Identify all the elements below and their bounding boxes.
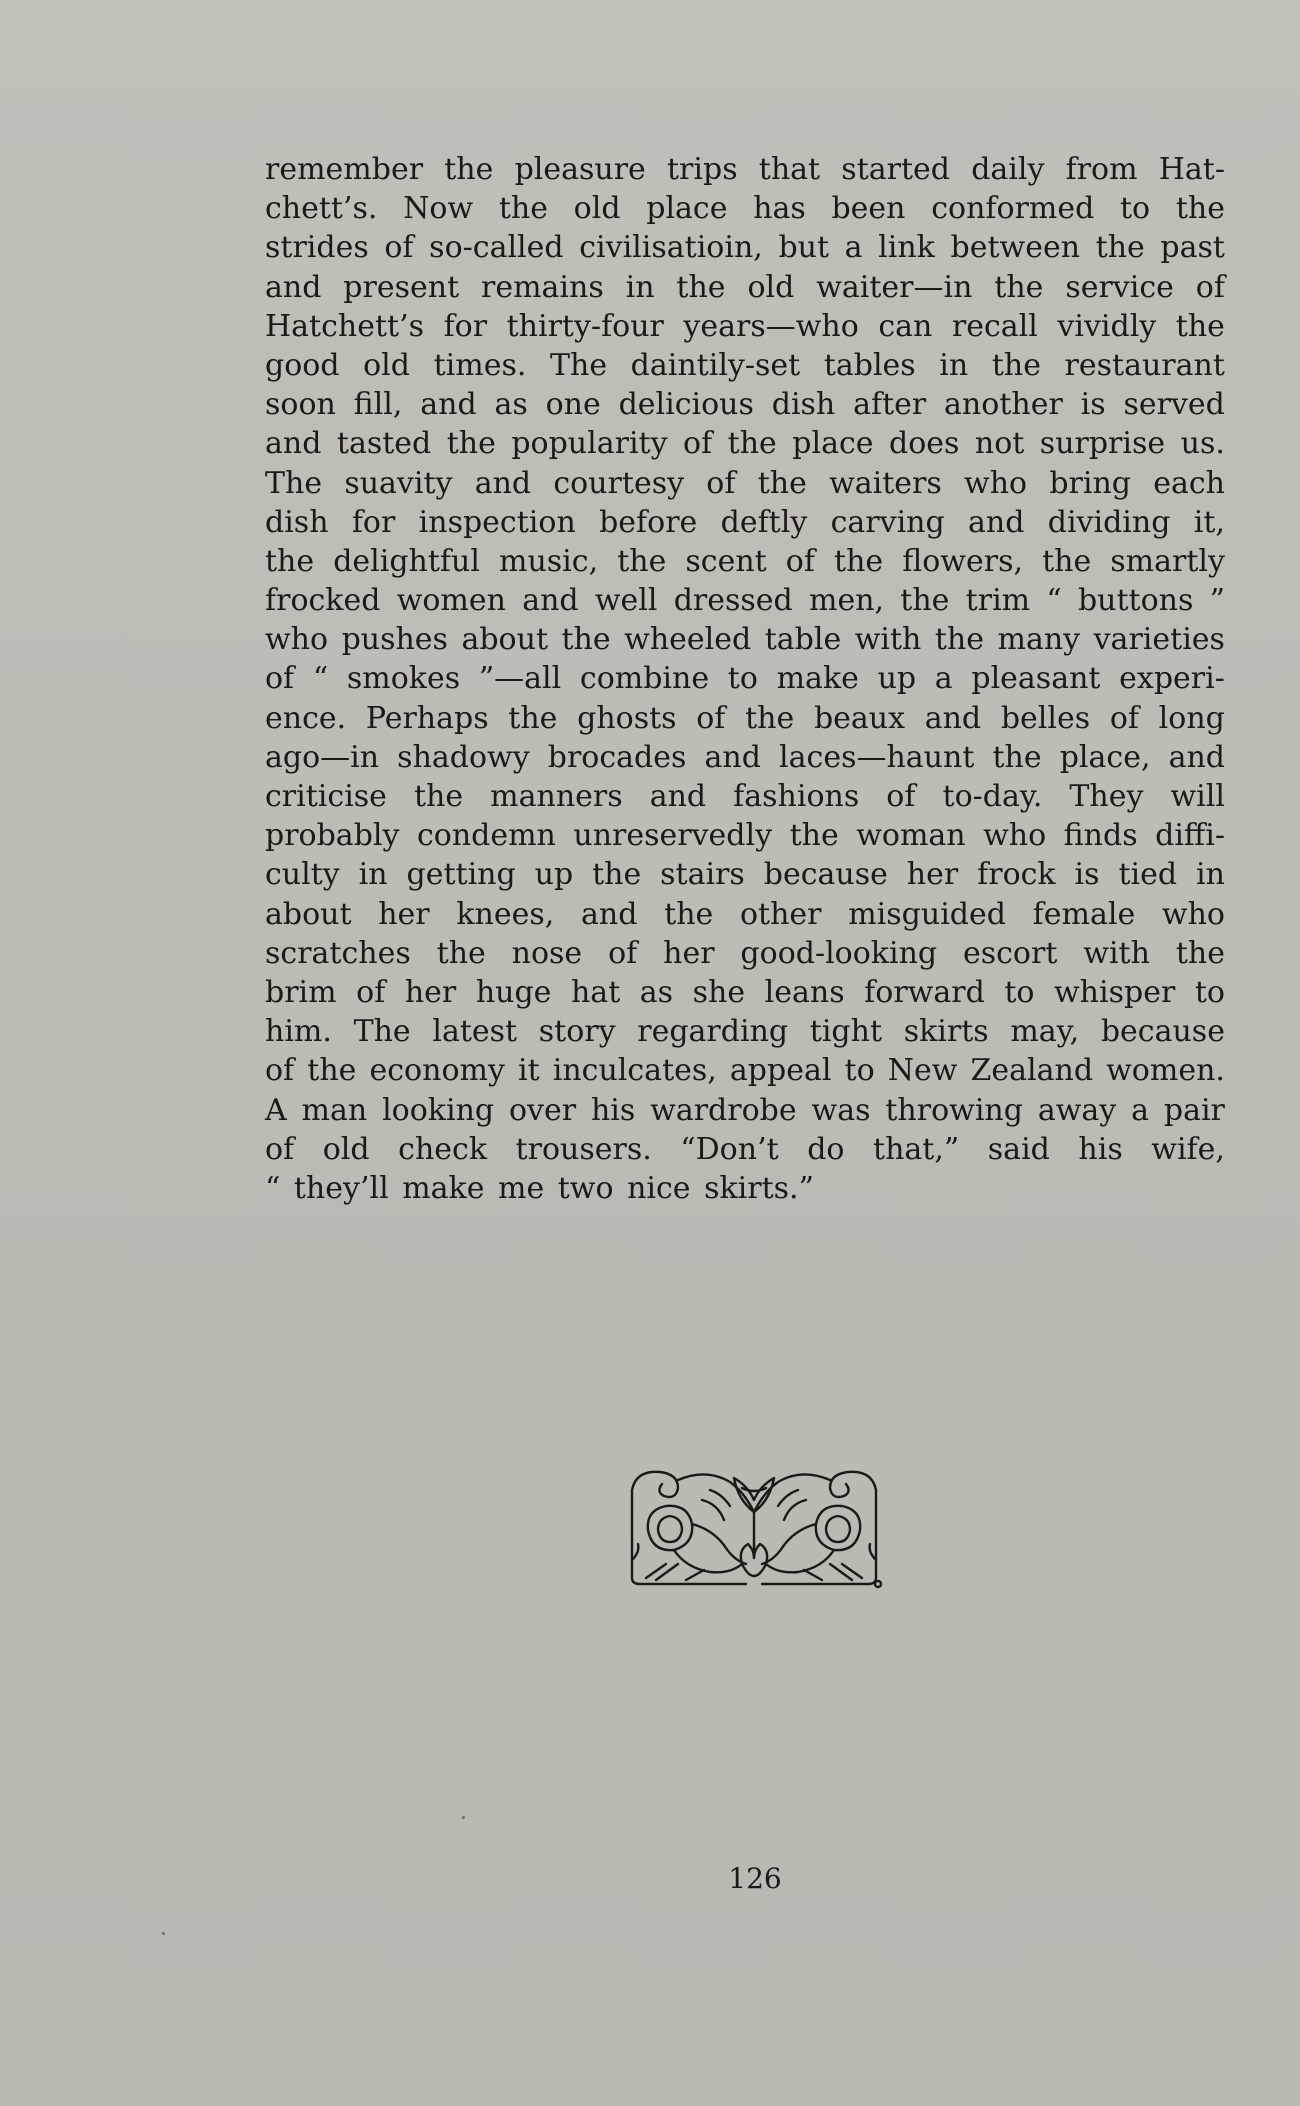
word: for <box>351 504 396 540</box>
word: of <box>1195 269 1225 305</box>
word: The <box>265 465 323 501</box>
word: about <box>265 896 352 932</box>
word: strides <box>265 230 369 266</box>
word: conformed <box>931 191 1095 227</box>
word: place <box>792 426 874 462</box>
word: the <box>1175 935 1225 971</box>
word: long <box>1158 700 1225 736</box>
word: inculcates, <box>552 1053 717 1089</box>
word: who <box>964 465 1028 501</box>
word: beaux <box>813 700 906 736</box>
word: skirts <box>903 1014 989 1050</box>
text-line <box>265 1012 1225 1051</box>
word: about <box>461 622 548 658</box>
word: old <box>747 269 795 305</box>
word: as <box>494 387 528 423</box>
word: because <box>763 857 888 893</box>
word: does <box>888 426 960 462</box>
word: of <box>265 1131 295 1167</box>
word: that <box>758 152 821 187</box>
word: vividly <box>1057 308 1157 344</box>
word: her <box>663 935 715 971</box>
word: over <box>508 1092 577 1128</box>
word: the <box>561 622 611 658</box>
word: the <box>592 857 642 893</box>
word: the <box>1175 191 1225 227</box>
word: served <box>1123 387 1225 423</box>
text-line <box>265 424 1225 463</box>
word: ” <box>1209 583 1225 619</box>
word: to <box>1120 191 1151 227</box>
word: remains <box>481 269 604 305</box>
word: huge <box>475 974 552 1010</box>
word: chett’s. <box>265 191 378 227</box>
word: delightful <box>333 543 480 579</box>
word: away <box>1037 1092 1117 1128</box>
word: was <box>811 1092 871 1128</box>
word: make <box>776 661 859 697</box>
word: and <box>649 779 707 814</box>
word: getting <box>406 857 516 893</box>
word: misguided <box>848 896 1006 932</box>
word: good-looking <box>740 935 938 971</box>
word: will <box>1170 779 1225 814</box>
word: tied <box>1118 857 1178 893</box>
word: “Don’t <box>680 1131 779 1167</box>
word: and <box>420 387 477 423</box>
word: who <box>1161 896 1225 932</box>
text-line <box>265 777 1225 816</box>
word: so-called <box>429 230 564 266</box>
word: brocades <box>547 739 687 775</box>
word: pushes <box>341 622 448 658</box>
word: condemn <box>416 818 556 854</box>
word: and <box>581 896 638 932</box>
word: pair <box>1163 1092 1225 1128</box>
word: a <box>844 230 863 266</box>
art-nouveau-floral-ornament-icon <box>626 1460 882 1592</box>
word: scent <box>685 543 767 579</box>
word: Hat- <box>1158 152 1225 187</box>
word: do <box>807 1131 845 1167</box>
word: from <box>1065 152 1138 187</box>
word: ”—all <box>478 661 562 697</box>
word: experi- <box>1119 661 1225 697</box>
word: with <box>1083 935 1150 971</box>
word: the <box>436 935 486 971</box>
word: the <box>727 426 777 462</box>
text-line <box>265 385 1225 424</box>
word: nose <box>511 935 583 971</box>
word: present <box>343 269 460 305</box>
text-line <box>265 973 1225 1012</box>
word: service <box>1065 269 1174 305</box>
word: female <box>1032 896 1136 932</box>
word: daily <box>971 152 1045 187</box>
word: years—who <box>683 308 859 344</box>
word: the <box>789 818 839 854</box>
word: forward <box>864 974 985 1010</box>
word: times. <box>433 347 527 383</box>
word: remember <box>265 152 424 187</box>
word: soon <box>265 387 336 423</box>
word: one <box>545 387 601 423</box>
word: for <box>443 308 488 344</box>
word: escort <box>962 935 1058 971</box>
text-line <box>265 620 1225 659</box>
word: the <box>934 622 984 658</box>
word: of <box>384 230 414 266</box>
word: in <box>1196 857 1225 893</box>
word: and <box>968 504 1025 540</box>
word: smartly <box>1110 543 1225 579</box>
text-line <box>265 1091 1225 1130</box>
word: link <box>878 230 935 266</box>
word: the <box>1042 543 1092 579</box>
word: ghosts <box>577 700 677 736</box>
word: frocked <box>265 583 381 619</box>
word: and <box>522 583 579 619</box>
word: civilisatioin, <box>579 230 763 266</box>
word: surprise <box>1039 426 1166 462</box>
word: unreservedly <box>573 818 773 854</box>
paper-speck <box>162 1932 165 1935</box>
word: They <box>1069 779 1144 814</box>
word: the <box>992 739 1042 775</box>
word: daintily-set <box>630 347 801 383</box>
word: it, <box>1193 504 1225 540</box>
text-line <box>265 307 1225 346</box>
word: stairs <box>660 857 745 893</box>
text-line <box>265 150 1225 189</box>
word: ago—in <box>265 739 380 775</box>
word: laces—haunt <box>779 739 975 775</box>
word: woman <box>856 818 966 854</box>
word: delicious <box>618 387 754 423</box>
word: pleasure <box>514 152 646 187</box>
word: past <box>1160 230 1225 266</box>
text-line <box>265 1130 1225 1169</box>
word: the <box>900 583 950 619</box>
word: suavity <box>344 465 453 501</box>
word: the <box>413 779 464 814</box>
word: trousers. <box>515 1131 652 1167</box>
word: of <box>706 465 736 501</box>
text-line <box>265 699 1225 738</box>
word: who <box>265 622 329 658</box>
word: dish <box>265 504 329 540</box>
word: his <box>590 1092 636 1128</box>
word: music, <box>499 543 599 579</box>
word: up <box>534 857 574 893</box>
word: a <box>1131 1092 1149 1128</box>
word: his <box>1078 1131 1123 1167</box>
word: scratches <box>265 935 411 971</box>
word: women. <box>1106 1053 1225 1089</box>
word: the <box>1175 308 1225 344</box>
word: waiters <box>829 465 942 501</box>
word: New <box>887 1053 958 1089</box>
word: fashions <box>733 779 860 814</box>
text-line <box>265 503 1225 542</box>
word: belles <box>1000 700 1091 736</box>
text-line <box>265 346 1225 385</box>
word: us. <box>1180 426 1225 462</box>
text-line <box>265 542 1225 581</box>
word: check <box>398 1131 487 1167</box>
word: the <box>834 543 884 579</box>
word: started <box>841 152 950 187</box>
word: thirty-four <box>506 308 664 344</box>
word: of <box>696 700 726 736</box>
text-line <box>265 464 1225 503</box>
word: been <box>831 191 906 227</box>
word: women <box>396 583 506 619</box>
word: knees, <box>456 896 555 932</box>
word: hat <box>570 974 621 1010</box>
word: men, <box>809 583 885 619</box>
word: manners <box>490 779 623 814</box>
word: flowers, <box>902 543 1023 579</box>
word: wardrobe <box>650 1092 797 1128</box>
word: of <box>356 974 386 1010</box>
word: to <box>727 661 758 697</box>
word: between <box>950 230 1081 266</box>
word: The <box>549 347 608 383</box>
word: another <box>944 387 1063 423</box>
word: frock <box>977 857 1056 893</box>
word: many <box>997 622 1081 658</box>
word: tight <box>809 1014 883 1050</box>
word: the <box>1095 230 1145 266</box>
word: diffi- <box>1155 818 1225 854</box>
word: and <box>265 269 322 305</box>
word: has <box>753 191 806 227</box>
text-line <box>265 934 1225 973</box>
word: leans <box>764 974 845 1010</box>
word: and <box>265 426 322 462</box>
word: economy <box>369 1053 505 1089</box>
word: Perhaps <box>365 700 489 736</box>
word: Zealand <box>970 1053 1094 1089</box>
word: whisper <box>1054 974 1176 1010</box>
body-text <box>265 150 1225 1208</box>
word: looking <box>382 1092 495 1128</box>
word: said <box>987 1131 1050 1167</box>
word: is <box>1074 857 1100 893</box>
word: brim <box>265 974 337 1010</box>
word: culty <box>265 857 340 893</box>
paper-speck <box>462 1816 465 1819</box>
word: her <box>404 974 457 1010</box>
word: as <box>639 974 674 1010</box>
word: old <box>573 191 621 227</box>
word: the <box>617 543 667 579</box>
word: to <box>844 1053 875 1089</box>
word: it <box>518 1053 540 1089</box>
word: may, <box>1010 1014 1080 1050</box>
word: man <box>301 1092 368 1128</box>
word: him. <box>265 1014 332 1050</box>
word: and <box>704 739 761 775</box>
word: latest <box>432 1014 518 1050</box>
word: deftly <box>720 504 808 540</box>
word: the <box>498 191 548 227</box>
word: of <box>886 779 916 814</box>
text-line <box>265 581 1225 620</box>
text-line <box>265 1051 1225 1090</box>
text-line <box>265 738 1225 777</box>
word: popularity <box>511 426 668 462</box>
word: dressed <box>673 583 793 619</box>
word: courtesy <box>553 465 685 501</box>
text-line <box>265 189 1225 228</box>
word: carving <box>830 504 945 540</box>
word: story <box>538 1014 616 1050</box>
word: the <box>444 152 494 187</box>
word: pleasant <box>971 661 1101 697</box>
word: before <box>599 504 698 540</box>
word: Hatchett’s <box>265 308 425 344</box>
word: combine <box>579 661 710 697</box>
word: of <box>785 543 815 579</box>
word: A <box>265 1092 287 1128</box>
word: dish <box>771 387 836 423</box>
word: place, <box>1059 739 1151 775</box>
word: her <box>906 857 959 893</box>
word: trips <box>667 152 738 187</box>
word: probably <box>265 818 400 854</box>
word: of <box>265 661 295 697</box>
word: table <box>764 622 842 658</box>
word: to <box>1004 974 1035 1010</box>
word: well <box>594 583 658 619</box>
word: criticise <box>265 779 387 814</box>
word: can <box>878 308 933 344</box>
word: the <box>994 269 1044 305</box>
word: recall <box>951 308 1038 344</box>
word: and <box>1168 739 1225 775</box>
word: dividing <box>1047 504 1171 540</box>
word: inspection <box>418 504 576 540</box>
word: the <box>745 700 795 736</box>
word: a <box>934 661 953 697</box>
word: of <box>683 426 713 462</box>
word: appeal <box>729 1053 832 1089</box>
word: and <box>924 700 982 736</box>
word: ence. <box>265 700 347 736</box>
word: shadowy <box>397 739 530 775</box>
word: to <box>1194 974 1225 1010</box>
word: in <box>358 857 388 893</box>
word: fill, <box>353 387 403 423</box>
page-number: 126 <box>728 1862 782 1895</box>
text-line <box>265 228 1225 267</box>
word: the <box>664 896 714 932</box>
text-line-last: “ they’ll make me two nice skirts.” <box>265 1170 814 1206</box>
word: each <box>1153 465 1225 501</box>
word: wheeled <box>624 622 752 658</box>
word: bring <box>1049 465 1131 501</box>
word: who <box>983 818 1047 854</box>
word: tables <box>823 347 916 383</box>
word: in <box>625 269 655 305</box>
word: The <box>353 1014 411 1050</box>
word: but <box>778 230 830 266</box>
word: “ <box>1046 583 1062 619</box>
word: old <box>363 347 410 383</box>
word: varieties <box>1093 622 1225 658</box>
text-line <box>265 659 1225 698</box>
text-line <box>265 895 1225 934</box>
word: smokes <box>346 661 461 697</box>
word: buttons <box>1077 583 1194 619</box>
word: of <box>608 935 638 971</box>
word: because <box>1100 1014 1225 1050</box>
word: place <box>646 191 728 227</box>
word: up <box>877 661 917 697</box>
word: her <box>378 896 430 932</box>
word: trim <box>965 583 1031 619</box>
word: after <box>853 387 927 423</box>
text-line <box>265 855 1225 894</box>
word: she <box>692 974 746 1010</box>
word: of <box>265 1053 295 1089</box>
word: to-day. <box>942 779 1043 814</box>
word: the <box>757 465 807 501</box>
word: restaurant <box>1064 347 1225 383</box>
text-line <box>265 268 1225 307</box>
word: is <box>1080 387 1106 423</box>
word: the <box>307 1053 357 1089</box>
word: regarding <box>637 1014 789 1050</box>
word: and <box>474 465 532 501</box>
word: tasted <box>336 426 432 462</box>
word: Now <box>403 191 474 227</box>
word: the <box>676 269 726 305</box>
word: old <box>322 1131 370 1167</box>
word: good <box>265 347 340 383</box>
word: waiter—in <box>816 269 973 305</box>
word: other <box>739 896 822 932</box>
word: in <box>939 347 969 383</box>
word: that,” <box>873 1131 960 1167</box>
word: wife, <box>1151 1131 1225 1167</box>
word: the <box>265 543 315 579</box>
text-line <box>265 816 1225 855</box>
word: not <box>974 426 1025 462</box>
word: with <box>854 622 922 658</box>
word: throwing <box>885 1092 1023 1128</box>
word: the <box>991 347 1041 383</box>
word: “ <box>312 661 329 697</box>
word: of <box>1109 700 1139 736</box>
word: the <box>508 700 558 736</box>
word: the <box>446 426 496 462</box>
word: finds <box>1063 818 1138 854</box>
